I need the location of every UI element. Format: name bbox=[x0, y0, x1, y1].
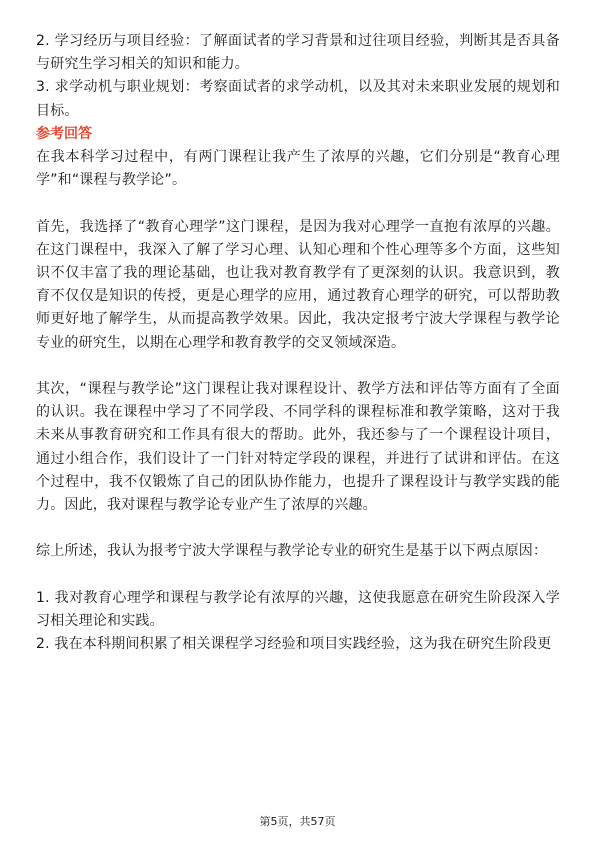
paragraph-opening: 在我本科学习过程中，有两门课程让我产生了浓厚的兴趣，它们分别是“教育心理学”和“课程与教学论”。 bbox=[36, 149, 560, 189]
answer-heading: 参考回答 bbox=[36, 125, 92, 142]
reason-item-2: 2. 我在本科期间积累了相关课程学习经验和项目实践经验，这为我在研究生阶段更 bbox=[36, 636, 552, 653]
paragraph-summary: 综上所述，我认为报考宁波大学课程与教学论专业的研究生是基于以下两点原因： bbox=[36, 543, 548, 560]
paragraph-spacer bbox=[36, 564, 560, 587]
paragraph-spacer bbox=[36, 192, 560, 215]
paragraph-spacer bbox=[36, 517, 560, 540]
page-footer: 第5页，共57页 bbox=[259, 815, 336, 828]
paragraph-second: 其次，“课程与教学论”这门课程让我对课程设计、教学方法和评估等方面有了全面的认识。我在课程中学习了不同学段、不同学科的课程标准和教学策略，这对于我未来从事教育研究和工作具有很大的帮助。此外，我还参与了一个课程设计项目，通过小组合作，我们设计了一门针对特定学段的课程，并进行了试讲和评估。在这个过程中，我不仅锻炼了自己的团队协作能力，也提升了课程设计与教学实践的能力。因此，我对课程与教学论专业产生了浓厚的兴趣。 bbox=[36, 381, 560, 514]
paragraph-spacer bbox=[36, 355, 560, 378]
page-content bbox=[36, 30, 560, 656]
intro-point-2: 2. 学习经历与项目经验：了解面试者的学习背景和过往项目经验，判断其是否具备与研究生学习相关的知识和能力。 bbox=[36, 33, 560, 73]
reason-item-1: 1. 我对教育心理学和课程与教学论有浓厚的兴趣，这使我愿意在研究生阶段深入学习相关理论和实践。 bbox=[36, 589, 560, 630]
paragraph-first: 首先，我选择了“教育心理学”这门课程，是因为我对心理学一直抱有浓厚的兴趣。在这门课程中，我深入了解了学习心理、认知心理和个性心理等多个方面，这些知识不仅丰富了我的理论基础，也让我对教育教学有了更深刻的认识。我意识到，教育不仅仅是知识的传授，更是心理学的应用，通过教育心理学的研究，可以帮助教师更好地了解学生，从而提高教学效果。因此，我决定报考宁波大学课程与教学论专业的研究生，以期在心理学和教育教学的交叉领域深造。 bbox=[36, 218, 560, 351]
intro-point-3: 3. 求学动机与职业规划：考察面试者的求学动机，以及其对未来职业发展的规划和目标。 bbox=[36, 79, 560, 119]
